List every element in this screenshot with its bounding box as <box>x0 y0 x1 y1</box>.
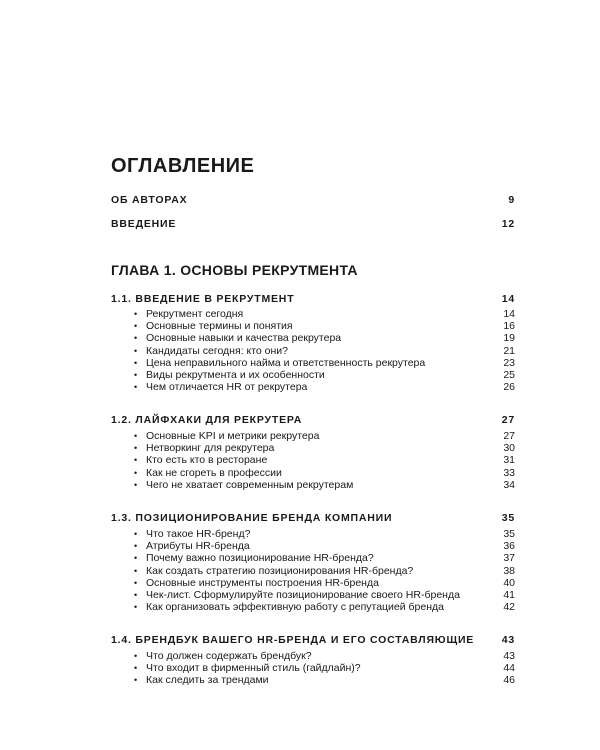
bullet: • <box>134 467 138 478</box>
toc-item-text: Как организовать эффективную работу с репутацией бренда <box>146 601 444 614</box>
toc-item-text: Основные термины и понятия <box>146 320 293 333</box>
toc-item[interactable] <box>134 528 515 540</box>
toc-item-page: 35 <box>503 528 515 540</box>
toc-item-page: 16 <box>503 320 515 333</box>
toc-item-text: Атрибуты HR-бренда <box>146 540 250 553</box>
toc-item[interactable] <box>134 552 515 564</box>
toc-item[interactable] <box>134 442 515 454</box>
toc-item-page: 31 <box>503 454 515 467</box>
toc-item-text: Почему важно позиционирование HR-бренда? <box>146 552 374 565</box>
toc-item-text: Кто есть кто в ресторане <box>146 454 268 467</box>
toc-item[interactable] <box>134 357 515 369</box>
toc-item-text: Как следить за трендами <box>146 674 269 687</box>
bullet: • <box>134 577 138 588</box>
toc-item[interactable] <box>134 381 515 393</box>
section-1-2-list <box>134 430 515 491</box>
toc-title: ОГЛАВЛЕНИЕ <box>111 155 255 177</box>
toc-item-page: 43 <box>503 650 515 662</box>
toc-item-text: Основные навыки и качества рекрутера <box>146 332 342 345</box>
bullet: • <box>134 602 138 613</box>
bullet: • <box>134 565 138 576</box>
bullet: • <box>134 553 138 564</box>
toc-item-page: 33 <box>503 466 515 479</box>
toc-item-text: Нетворкинг для рекрутера <box>146 442 275 455</box>
toc-item-text: Основные инструменты построения HR-бренда <box>146 576 379 589</box>
section-1-4-list <box>134 650 515 687</box>
bullet: • <box>134 333 138 344</box>
toc-item-page: 21 <box>503 344 515 357</box>
toc-item-text: Виды рекрутмента и их особенности <box>146 368 325 381</box>
toc-item[interactable] <box>134 674 515 686</box>
toc-item[interactable] <box>134 589 515 601</box>
toc-item-text: Чего не хватает современным рекрутерам <box>146 478 354 491</box>
bullet: • <box>134 443 138 454</box>
toc-item-text: Чем отличается HR от рекрутера <box>146 381 308 394</box>
toc-item[interactable] <box>134 577 515 589</box>
bullet: • <box>134 455 138 466</box>
toc-item-text: Что такое HR-бренд? <box>146 528 251 540</box>
section-1-3-heading[interactable] <box>111 512 515 524</box>
section-title: 1.4. БРЕНДБУК ВАШЕГО HR-БРЕНДА И ЕГО СОСТАВЛЯЮЩИЕ <box>111 634 475 646</box>
toc-item-text: Как создать стратегию позиционирования HR-бренда? <box>146 564 414 577</box>
bullet: • <box>134 675 138 686</box>
section-title: 1.1. ВВЕДЕНИЕ В РЕКРУТМЕНТ <box>111 293 295 305</box>
toc-item-page: 27 <box>503 430 515 442</box>
bullet: • <box>134 309 138 319</box>
toc-item-text: Что входит в фирменный стиль (гайдлайн)? <box>146 662 361 675</box>
toc-item-page: 14 <box>503 308 515 320</box>
toc-entry-label: ВВЕДЕНИЕ <box>111 218 177 230</box>
section-page: 14 <box>501 293 515 305</box>
toc-item-text: Как не сгореть в профессии <box>146 466 282 479</box>
toc-item[interactable] <box>134 601 515 613</box>
bullet: • <box>134 541 138 552</box>
bullet: • <box>134 651 138 661</box>
section-page: 27 <box>501 414 515 426</box>
toc-item-page: 26 <box>503 381 515 394</box>
toc-item-page: 42 <box>503 601 515 614</box>
bullet: • <box>134 345 138 356</box>
toc-item-page: 37 <box>503 552 515 565</box>
bullet: • <box>134 369 138 380</box>
toc-item[interactable] <box>134 454 515 466</box>
toc-item[interactable] <box>134 430 515 442</box>
section-1-3-list <box>134 528 515 613</box>
bullet: • <box>134 431 138 441</box>
toc-item-text: Что должен содержать брендбук? <box>146 650 312 662</box>
toc-item[interactable] <box>134 467 515 479</box>
section-title: 1.3. ПОЗИЦИОНИРОВАНИЕ БРЕНДА КОМПАНИИ <box>111 512 393 524</box>
bullet: • <box>134 357 138 368</box>
section-page: 43 <box>501 634 515 646</box>
toc-entry-introduction[interactable] <box>111 218 515 230</box>
section-1-2-heading[interactable] <box>111 414 515 426</box>
bullet: • <box>134 529 138 539</box>
toc-entry-page: 12 <box>501 218 515 230</box>
toc-item-text: Кандидаты сегодня: кто они? <box>146 344 289 357</box>
toc-entry-page: 9 <box>508 194 515 206</box>
toc-item-page: 38 <box>503 564 515 577</box>
toc-item-page: 40 <box>503 576 515 589</box>
section-1-4-heading[interactable] <box>111 634 515 646</box>
section-page: 35 <box>501 512 515 524</box>
toc-item-page: 41 <box>503 588 515 601</box>
toc-item[interactable] <box>134 650 515 662</box>
section-1-1-heading[interactable] <box>111 293 515 305</box>
toc-entry-label: ОБ АВТОРАХ <box>111 194 188 206</box>
bullet: • <box>134 321 138 332</box>
toc-item[interactable] <box>134 369 515 381</box>
toc-item[interactable] <box>134 479 515 491</box>
toc-item-page: 36 <box>503 540 515 553</box>
toc-item-page: 44 <box>503 662 515 675</box>
toc-item[interactable] <box>134 345 515 357</box>
toc-item[interactable] <box>134 308 515 320</box>
section-title: 1.2. ЛАЙФХАКИ ДЛЯ РЕКРУТЕРА <box>111 414 303 426</box>
toc-item-page: 46 <box>503 674 515 687</box>
bullet: • <box>134 479 138 490</box>
toc-item[interactable] <box>134 662 515 674</box>
toc-item-page: 23 <box>503 356 515 369</box>
toc-item-text: Рекрутмент сегодня <box>146 308 244 320</box>
toc-item[interactable] <box>134 320 515 332</box>
bullet: • <box>134 589 138 600</box>
chapter-title: ГЛАВА 1. ОСНОВЫ РЕКРУТМЕНТА <box>111 262 358 278</box>
toc-entry-about-authors[interactable] <box>111 194 515 206</box>
section-1-1-list <box>134 308 515 393</box>
toc-item-text: Основные KPI и метрики рекрутера <box>146 430 320 442</box>
toc-item-page: 19 <box>503 332 515 345</box>
toc-item[interactable] <box>134 332 515 344</box>
toc-item-page: 34 <box>503 478 515 491</box>
toc-item-page: 25 <box>503 368 515 381</box>
bullet: • <box>134 663 138 674</box>
toc-item-text: Чек-лист. Сформулируйте позиционирование своего HR-бренда <box>146 588 460 601</box>
toc-item[interactable] <box>134 540 515 552</box>
toc-item-text: Цена неправильного найма и ответственность рекрутера <box>146 356 426 369</box>
toc-item-page: 30 <box>503 442 515 455</box>
toc-item[interactable] <box>134 565 515 577</box>
bullet: • <box>134 382 138 393</box>
